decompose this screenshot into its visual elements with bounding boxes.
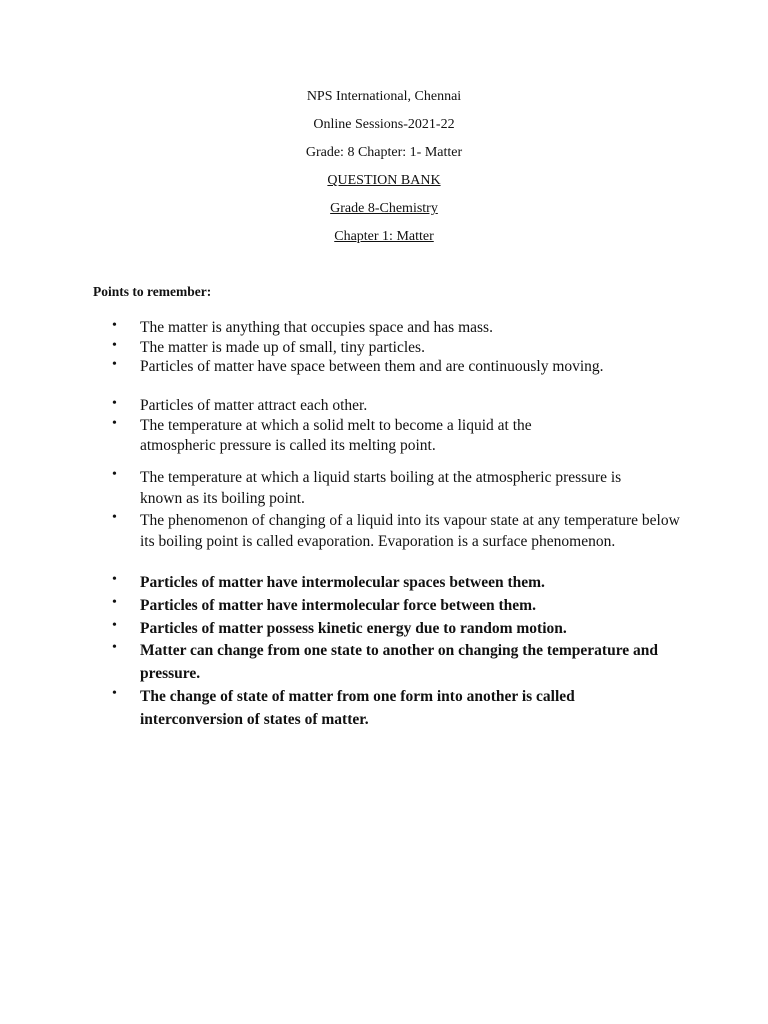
school-name: NPS International, Chennai <box>306 89 462 104</box>
subject-title: Grade 8-Chemistry <box>330 201 438 216</box>
point-text: The temperature at which a solid melt to become a liquid at the atmospheric pressure is called its melting point. <box>140 417 532 454</box>
bullet-icon: • <box>112 396 117 411</box>
bullet-icon: • <box>112 618 117 633</box>
point-text: Particles of matter possess kinetic energy due to random motion. <box>140 620 567 637</box>
grade-chapter-line: Grade: 8 Chapter: 1- Matter <box>305 145 463 160</box>
point-text: Particles of matter have intermolecular spaces between them. <box>140 574 545 591</box>
bullet-icon: • <box>112 510 117 525</box>
bullet-icon: • <box>112 416 117 431</box>
point-text: The phenomenon of changing of a liquid into its vapour state at any temperature below its boiling point is called evaporation. Evaporation is a surface phenomenon. <box>140 512 680 550</box>
bullet-icon: • <box>112 357 117 372</box>
question-bank-title: QUESTION BANK <box>327 173 441 188</box>
point-text: The matter is anything that occupies space and has mass. <box>140 319 493 336</box>
point-text: Particles of matter attract each other. <box>140 397 368 414</box>
bullet-icon: • <box>112 595 117 610</box>
bullet-icon: • <box>112 338 117 353</box>
bullet-icon: • <box>112 686 117 701</box>
point-text: The temperature at which a liquid starts boiling at the atmospheric pressure is known as its boiling point. <box>140 469 622 507</box>
point-text: Matter can change from one state to another on changing the temperature and pressure. <box>140 642 659 682</box>
bullet-icon: • <box>112 318 117 333</box>
section-label: Points to remember: <box>93 284 212 299</box>
chapter-title: Chapter 1: Matter <box>334 229 434 244</box>
bullet-icon: • <box>112 572 117 587</box>
point-text: The matter is made up of small, tiny particles. <box>140 339 425 356</box>
point-text: Particles of matter have intermolecular force between them. <box>140 597 536 614</box>
bullet-icon: • <box>112 467 117 482</box>
bullet-icon: • <box>112 640 117 655</box>
point-text: Particles of matter have space between them and are continuously moving. <box>140 358 604 375</box>
point-text: The change of state of matter from one form into another is called interconversion of states of matter. <box>140 688 575 728</box>
session-line: Online Sessions-2021-22 <box>313 117 455 132</box>
